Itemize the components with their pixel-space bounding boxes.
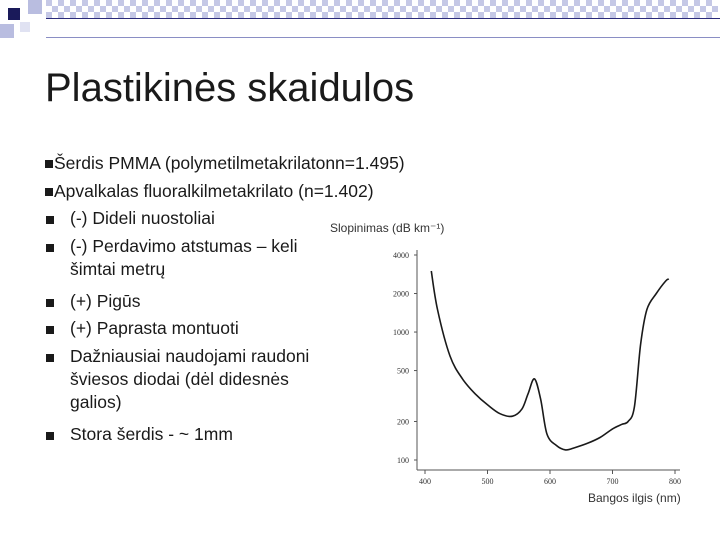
header-rule-thin <box>46 37 720 38</box>
header-rule <box>46 18 720 19</box>
deco-square <box>0 24 14 38</box>
slide-title: Plastikinės skaidulos <box>45 66 415 110</box>
bullet-item: Stora šerdis - ~ 1mm <box>70 424 233 444</box>
x-tick-label: 400 <box>419 477 431 486</box>
bullet-item: (-) Dideli nuostoliai <box>70 208 215 228</box>
header-pattern <box>46 0 720 18</box>
y-tick-label: 4000 <box>393 251 409 260</box>
bullet-item: (+) Paprasta montuoti <box>70 318 239 338</box>
y-tick-label: 2000 <box>393 289 409 299</box>
bullet-item-continuation: galios) <box>70 392 122 412</box>
attenuation-chart <box>330 210 700 510</box>
chart-ylabel: Slopinimas (dB km⁻¹) <box>330 221 445 235</box>
bullet-marker-icon <box>45 188 53 196</box>
x-tick-label: 700 <box>606 477 619 486</box>
x-tick-label: 500 <box>481 477 494 486</box>
bullet-item: (-) Perdavimo atstumas – keli <box>70 236 298 256</box>
bullet-marker-icon <box>46 326 54 334</box>
series-line <box>431 271 669 450</box>
y-tick-label: 100 <box>397 456 409 465</box>
x-tick-label: 600 <box>544 477 556 486</box>
bullet-item-continuation: šviesos diodai (dėl didesnės <box>70 369 289 389</box>
deco-square <box>28 0 42 14</box>
bullet-marker-icon <box>46 244 54 252</box>
bullet-item: Apvalkalas fluoralkilmetakrilato (n=1.402) <box>54 181 374 201</box>
bullet-marker-icon <box>46 354 54 362</box>
bullet-item-continuation: šimtai metrų <box>70 259 166 279</box>
deco-square <box>20 22 30 32</box>
deco-square <box>8 8 20 20</box>
y-tick-label: 500 <box>397 366 409 376</box>
bullet-marker-icon <box>46 432 54 440</box>
bullet-item: (+) Pigūs <box>70 291 141 311</box>
bullet-item: Dažniausiai naudojami raudoni <box>70 346 310 366</box>
chart-xlabel: Bangos ilgis (nm) <box>588 491 681 505</box>
bullet-marker-icon <box>46 216 54 224</box>
bullet-item: Šerdis PMMA (polymetilmetakrilatonn=1.495) <box>54 153 405 173</box>
y-tick-label: 1000 <box>393 328 409 338</box>
bullet-marker-icon <box>46 299 54 307</box>
x-tick-label: 800 <box>669 477 681 486</box>
bullet-marker-icon <box>45 160 53 168</box>
y-tick-label: 200 <box>397 417 409 427</box>
